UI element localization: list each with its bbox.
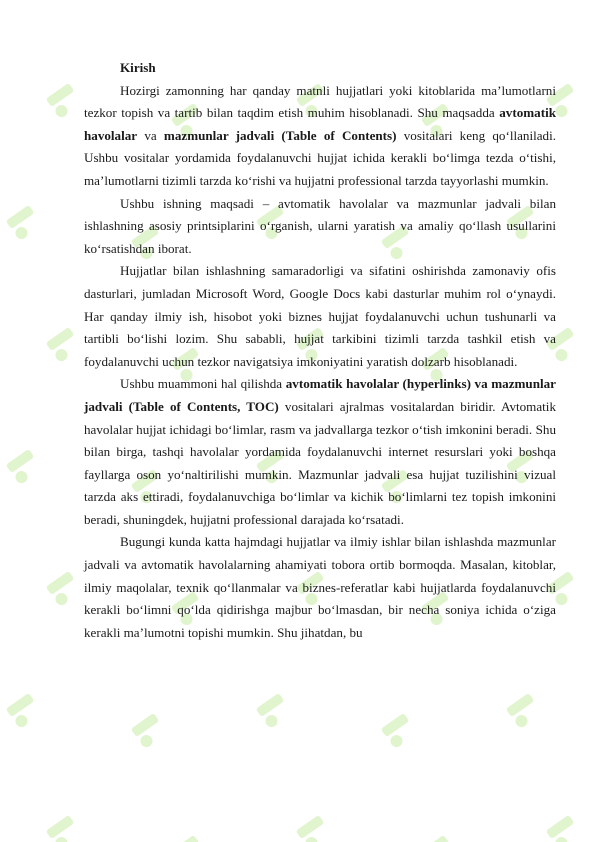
section-heading: Kirish — [120, 60, 156, 75]
text-run: vositalari keng qo‘llaniladi. Ushbu vositalar yordamida foydalanuvchi hujjat ichida kerakli bo‘limga tezda o‘tishi, ma’lumotlarni tizimli tarzda ko‘rishi va hujjatni professional tarzda tayyorlashi mumkin. — [84, 127, 556, 188]
text-run: Ushbu ishning maqsadi – avtomatik havolalar va mazmunlar jadvali bilan ishlashning asosiy printsiplarini o‘rganish, ularni yaratish va amaliy qo‘llash usullarini ko‘rsatishdan iborat. — [84, 195, 556, 256]
body-paragraph — [84, 80, 556, 193]
watermark-mark — [381, 713, 418, 750]
text-run: Hujjatlar bilan ishlashning samaradorligi va sifatini oshirishda zamonaviy ofis dasturlari, jumladan Microsoft Word, Google Docs kabi dasturlar muhim rol o‘ynaydi. Har qanday ilmiy ish, hisobot yoki biznes hujjat foydalanuvchi uchun tushunarli va tartibli bo‘lishi lozim. Shu sababli, hujjat tarkibini tizimli tarzda tashkil etish va foydalanuvchi uchun tezkor navigatsiya imkoniyatini yaratish dolzarb hisoblanadi. — [84, 263, 556, 369]
watermark-mark — [256, 693, 293, 730]
bold-term: avtomatik havolalar — [84, 105, 556, 143]
watermark-mark — [171, 835, 208, 842]
text-run: Ushbu muammoni hal qilishda — [120, 376, 286, 392]
watermark-mark — [46, 571, 83, 608]
bold-term: avtomatik havolalar (hyperlinks) va mazmunlar jadvali (Table of Contents, TOC) — [84, 376, 556, 414]
watermark-mark — [421, 835, 458, 842]
watermark-mark — [6, 693, 43, 730]
watermark-mark — [131, 713, 168, 750]
watermark-mark — [46, 815, 83, 842]
watermark-mark — [46, 83, 83, 120]
watermark-mark — [6, 205, 43, 242]
body-paragraph — [84, 260, 556, 373]
document-body — [84, 80, 556, 645]
document-page — [84, 57, 556, 644]
watermark-mark — [506, 693, 543, 730]
watermark-mark — [546, 815, 583, 842]
body-paragraph — [84, 531, 556, 644]
text-run: Bugungi kunda katta hajmdagi hujjatlar va ilmiy ishlar bilan ishlashda mazmunlar jadvali va avtomatik havolalarning ahamiyati tobora ortib bormoqda. Masalan, kitoblar, ilmiy maqolalar, texnik qo‘llanmalar va biznes-referatlar kabi hujjatlarda foydalanuvchi kerakli bo‘limni qo‘lda qidirishga majbur bo‘lmasdan, bir necha soniya ichida o‘ziga kerakli ma’lumotni topishi mumkin. Shu jihatdan, bu — [84, 534, 556, 640]
body-paragraph — [84, 193, 556, 261]
text-run: vositalari ajralmas vositalardan biridir. Avtomatik havolalar hujjat ichidagi bo‘limlar, rasm va jadvallarga tezkor o‘tish imkonini beradi. Shu bilan birga, tashqi havolalar yordamida foydalanuvchi internet resurslari yoki boshqa fayllarga oson yo‘naltirilishi mumkin. Mazmunlar jadvali esa hujjat tuzilishini vizual tarzda aks ettiradi, foydalanuvchiga bo‘limlar va kichik bo‘limlarni tez topish imkonini beradi, shuningdek, hujjatni professional darajada ko‘rsatadi. — [84, 398, 556, 527]
watermark-mark — [296, 815, 333, 842]
body-paragraph — [84, 373, 556, 531]
watermark-mark — [6, 449, 43, 486]
bold-term: mazmunlar jadvali (Table of Contents) — [163, 127, 397, 143]
text-run: Hozirgi zamonning har qanday matnli hujjatlari yoki kitoblarida ma’lumotlarni tezkor topish va tartib bilan taqdim etish muhim hisoblanadi. Shu maqsadda — [84, 82, 556, 121]
text-run: va — [137, 127, 164, 143]
watermark-mark — [46, 327, 83, 364]
